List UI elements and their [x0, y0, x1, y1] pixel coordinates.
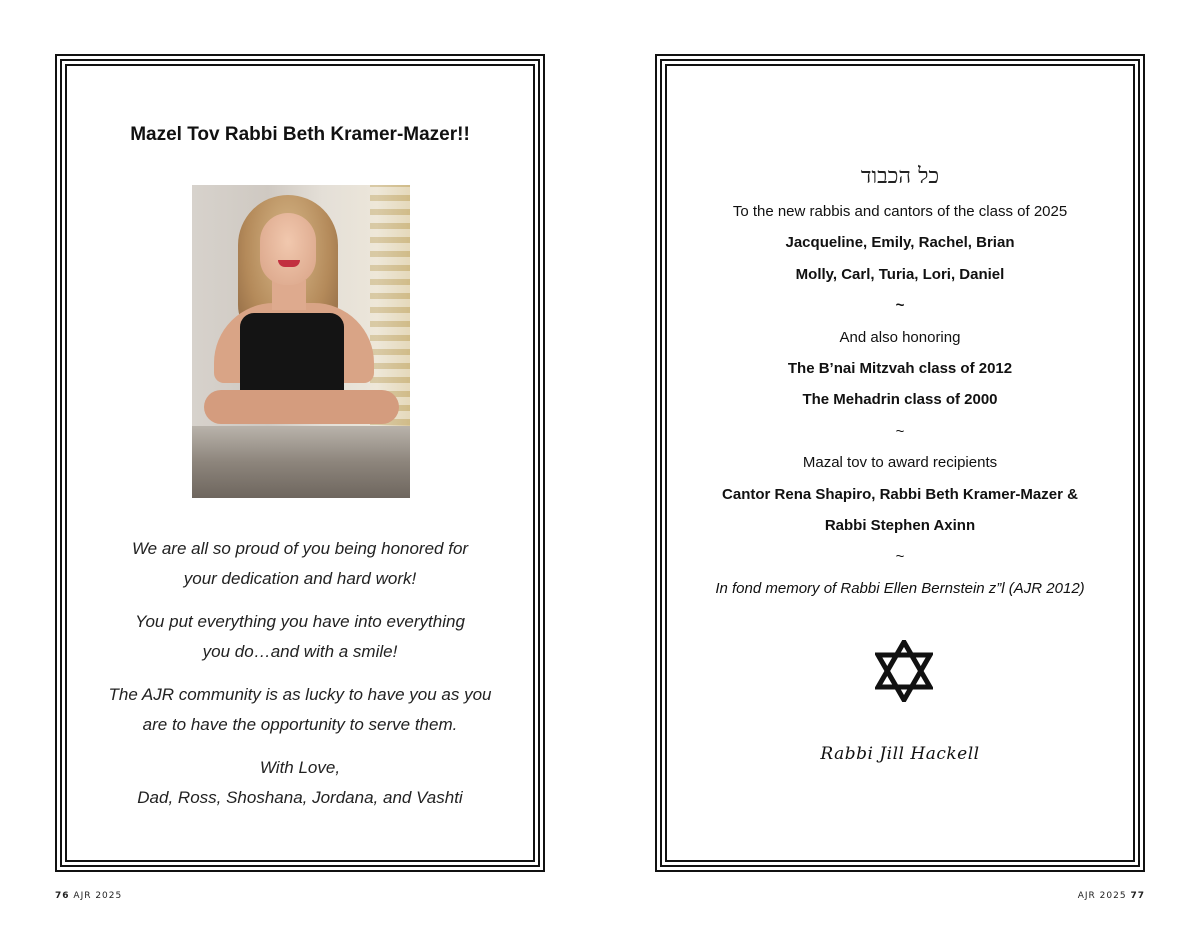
tilde-divider: ~ [895, 422, 905, 440]
message-paragraph [69, 680, 531, 740]
honors-line: Mazal tov to award recipients [802, 454, 998, 472]
tilde-divider: ~ [895, 548, 905, 566]
honors-line: Cantor Rena Shapiro, Rabbi Beth Kramer-Mazer & [722, 485, 1078, 503]
message-line: With Love, [259, 758, 341, 777]
photo-table [192, 426, 410, 498]
photo-wall-pattern [370, 185, 410, 425]
congratulations-message [69, 534, 531, 826]
honors-line: The B’nai Mitzvah class of 2012 [787, 359, 1013, 377]
message-paragraph [69, 607, 531, 667]
honors-line: Jacqueline, Emily, Rachel, Brian [785, 234, 1015, 252]
page-number: 77 [1130, 891, 1145, 901]
star-of-david-icon [875, 640, 933, 702]
publication-name: AJR 2025 [73, 891, 123, 901]
right-page-content [669, 68, 1131, 858]
photo-face [260, 213, 316, 285]
message-line: are to have the opportunity to serve them. [142, 715, 458, 734]
honors-line: Rabbi Stephen Axinn [824, 516, 976, 534]
honors-line: The Mehadrin class of 2000 [802, 391, 998, 409]
signature: Rabbi Jill Hackell [820, 744, 980, 764]
message-line: We are all so proud of you being honored for [131, 539, 469, 558]
honors-line: And also honoring [839, 328, 961, 346]
page-title: Mazel Tov Rabbi Beth Kramer-Mazer!! [130, 124, 470, 145]
page-number: 76 [55, 891, 70, 901]
hebrew-heading: כל הכבוד [860, 164, 940, 189]
publication-name: AJR 2025 [1077, 891, 1127, 901]
honors-list [669, 196, 1131, 604]
message-line: You put everything you have into everything [135, 612, 465, 631]
photo-arms [204, 390, 399, 424]
right-page-frame [655, 54, 1145, 872]
message-line: Dad, Ross, Shoshana, Jordana, and Vashti [137, 788, 463, 807]
page-footer-left [55, 891, 122, 901]
honoree-photo [192, 185, 410, 498]
message-line: your dedication and hard work! [183, 569, 417, 588]
message-line: The AJR community is as lucky to have you as you [108, 685, 492, 704]
left-page-frame [55, 54, 545, 872]
honors-line: To the new rabbis and cantors of the class of 2025 [732, 203, 1068, 220]
page-footer-right [1078, 891, 1145, 901]
message-paragraph [69, 534, 531, 594]
left-page-content [69, 68, 531, 858]
tilde-divider: ~ [895, 297, 905, 315]
message-signoff [69, 753, 531, 813]
message-line: you do…and with a smile! [202, 642, 398, 661]
photo-smile [278, 260, 300, 267]
memorial-line: In fond memory of Rabbi Ellen Bernstein z”l (AJR 2012) [715, 579, 1085, 597]
honors-line: Molly, Carl, Turia, Lori, Daniel [795, 265, 1005, 283]
